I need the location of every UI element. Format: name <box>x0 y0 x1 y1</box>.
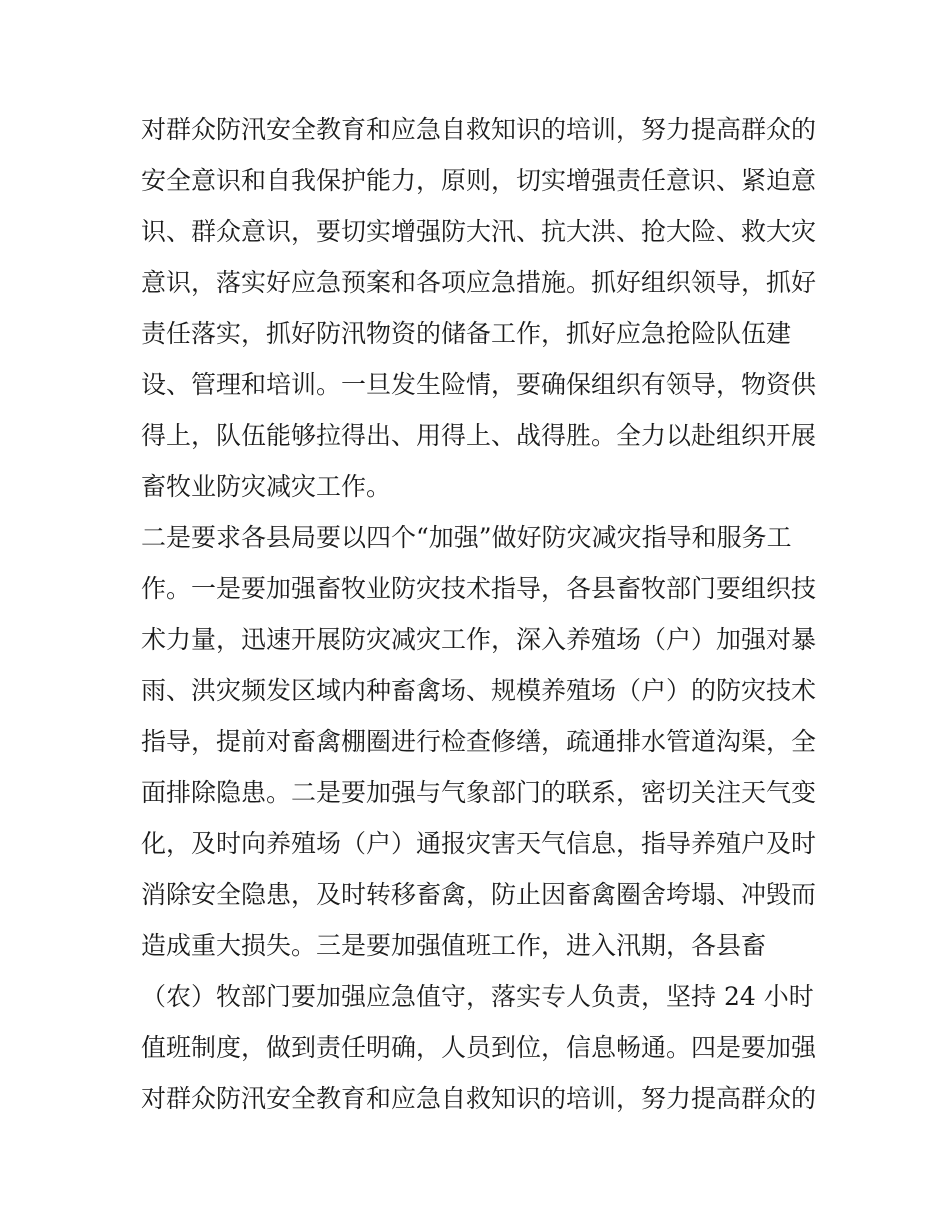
text-line: 设、管理和培训。一旦发生险情，要确保组织有领导，物资供 <box>141 370 817 399</box>
body-text <box>141 104 821 1124</box>
text-line: 值班制度，做到责任明确，人员到位，信息畅通。四是要加强 <box>141 1033 817 1062</box>
text-line: （农）牧部门要加强应急值守，落实专人负责，坚持 24 小时 <box>141 982 814 1011</box>
text-line: 消除安全隐患，及时转移畜禽，防止因畜禽圈舍垮塌、冲毁而 <box>141 880 817 909</box>
text-line: 畜牧业防灾减灾工作。 <box>141 472 392 501</box>
text-line: 二是要求各县局要以四个“加强”做好防灾减灾指导和服务工 <box>141 523 792 552</box>
text-line: 责任落实，抓好防汛物资的储备工作，抓好应急抢险队伍建 <box>141 319 792 348</box>
text-line: 对群众防汛安全教育和应急自救知识的培训，努力提高群众的 <box>141 1084 817 1113</box>
text-line: 造成重大损失。三是要加强值班工作，进入汛期，各县畜 <box>141 931 767 960</box>
text-line: 雨、洪灾频发区域内种畜禽场、规模养殖场（户）的防灾技术 <box>141 676 817 705</box>
text-line: 作。一是要加强畜牧业防灾技术指导，各县畜牧部门要组织技 <box>141 574 817 603</box>
text-line: 对群众防汛安全教育和应急自救知识的培训，努力提高群众的 <box>141 115 817 144</box>
text-line: 安全意识和自我保护能力，原则，切实增强责任意识、紧迫意 <box>141 166 817 195</box>
text-line: 化，及时向养殖场（户）通报灾害天气信息，指导养殖户及时 <box>141 829 817 858</box>
text-line: 得上，队伍能够拉得出、用得上、战得胜。全力以赴组织开展 <box>141 421 817 450</box>
text-line: 指导，提前对畜禽棚圈进行检查修缮，疏通排水管道沟渠，全 <box>141 727 817 756</box>
text-line: 面排除隐患。二是要加强与气象部门的联系，密切关注天气变 <box>141 778 817 807</box>
text-line: 意识，落实好应急预案和各项应急措施。抓好组织领导，抓好 <box>141 268 817 297</box>
text-line: 术力量，迅速开展防灾减灾工作，深入养殖场（户）加强对暴 <box>141 625 817 654</box>
text-line: 识、群众意识，要切实增强防大汛、抗大洪、抢大险、救大灾 <box>141 217 817 246</box>
